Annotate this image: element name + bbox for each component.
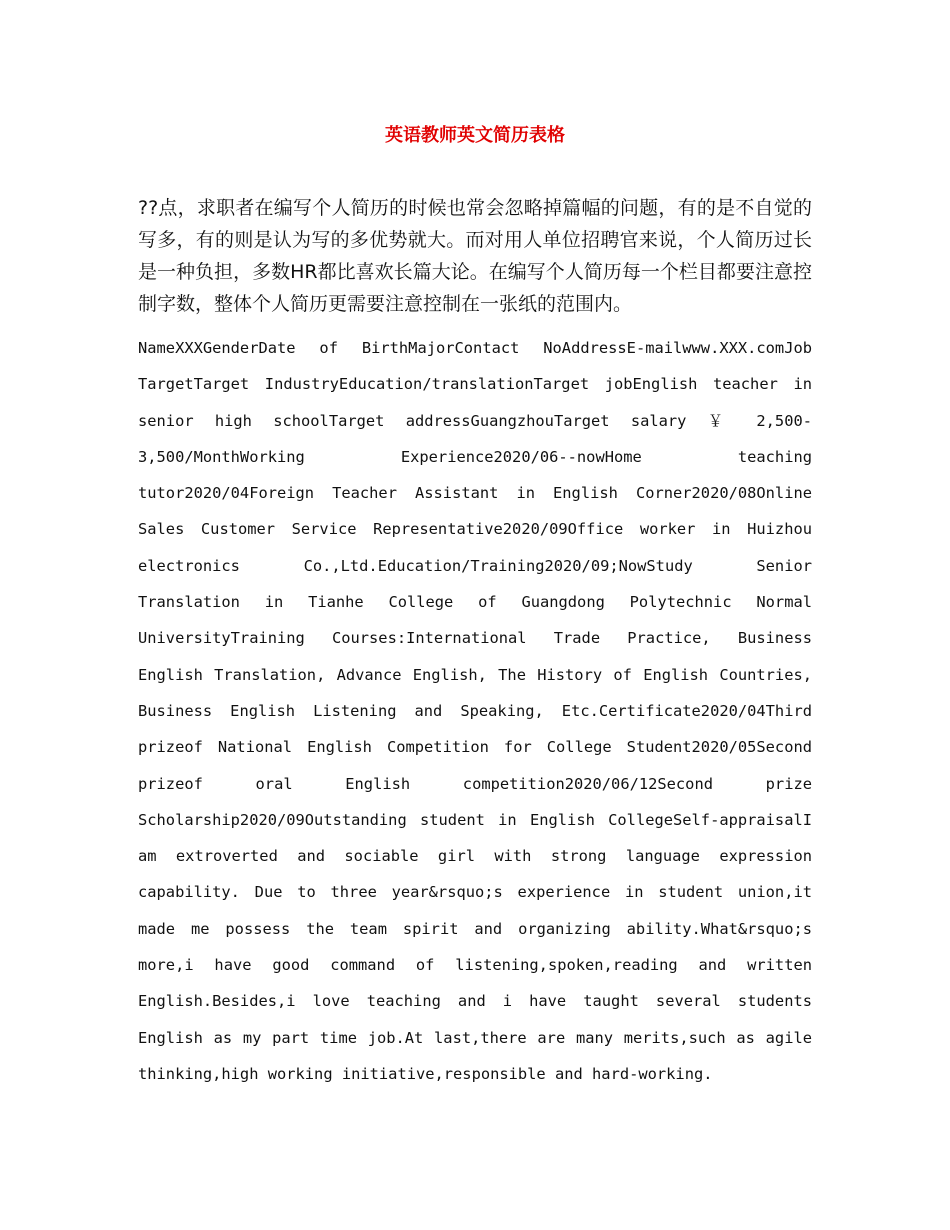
intro-paragraph: ??点，求职者在编写个人简历的时候也常会忽略掉篇幅的问题，有的是不自觉的写多，有的则是认为写的多优势就大。而对用人单位招聘官来说，个人简历过长是一种负担，多数HR都比喜欢长篇大论。在编写个人简历每一个栏目都要注意控制字数，整体个人简历更需要注意控制在一张纸的范围内。 bbox=[138, 197, 812, 315]
document-title: 英语教师英文简历表格 bbox=[385, 125, 565, 146]
resume-body-paragraph: NameXXXGenderDate of BirthMajorContact NoAddressE-mailwww.XXX.comJob TargetTarget IndustryEducation/translationTarget jobEnglish teacher in senior high schoolTarget addressGuangzhouTarget salary ￥ 2,500-3,500/MonthWorking Experience2020/06--nowHome teaching tutor2020/04Foreign Teacher Assistant in English Corner2020/08Online Sales Customer Service Representative2020/09Office worker in Huizhou electronics Co.,Ltd.Education/Training2020/09;NowStudy Senior Translation in Tianhe College of Guangdong Polytechnic Normal UniversityTraining Courses:International Trade Practice, Business English Translation, Advance English, The History of English Countries, Business English Listening and Speaking, Etc.Certificate2020/04Third prizeof National English Competition for College Student2020/05Second prizeof oral English competition2020/06/12Second prize Scholarship2020/09Outstanding student in English CollegeSelf-appraisalI am extroverted and sociable girl with strong language expression capability. Due to three year&rsquo;s experience in student union,it made me possess the team spirit and organizing ability.What&rsquo;s more,i have good command of listening,spoken,reading and written English.Besides,i love teaching and i have taught several students English as my part time job.At last,there are many merits,such as agile thinking,high working initiative,responsible and hard-working. bbox=[138, 339, 812, 1083]
